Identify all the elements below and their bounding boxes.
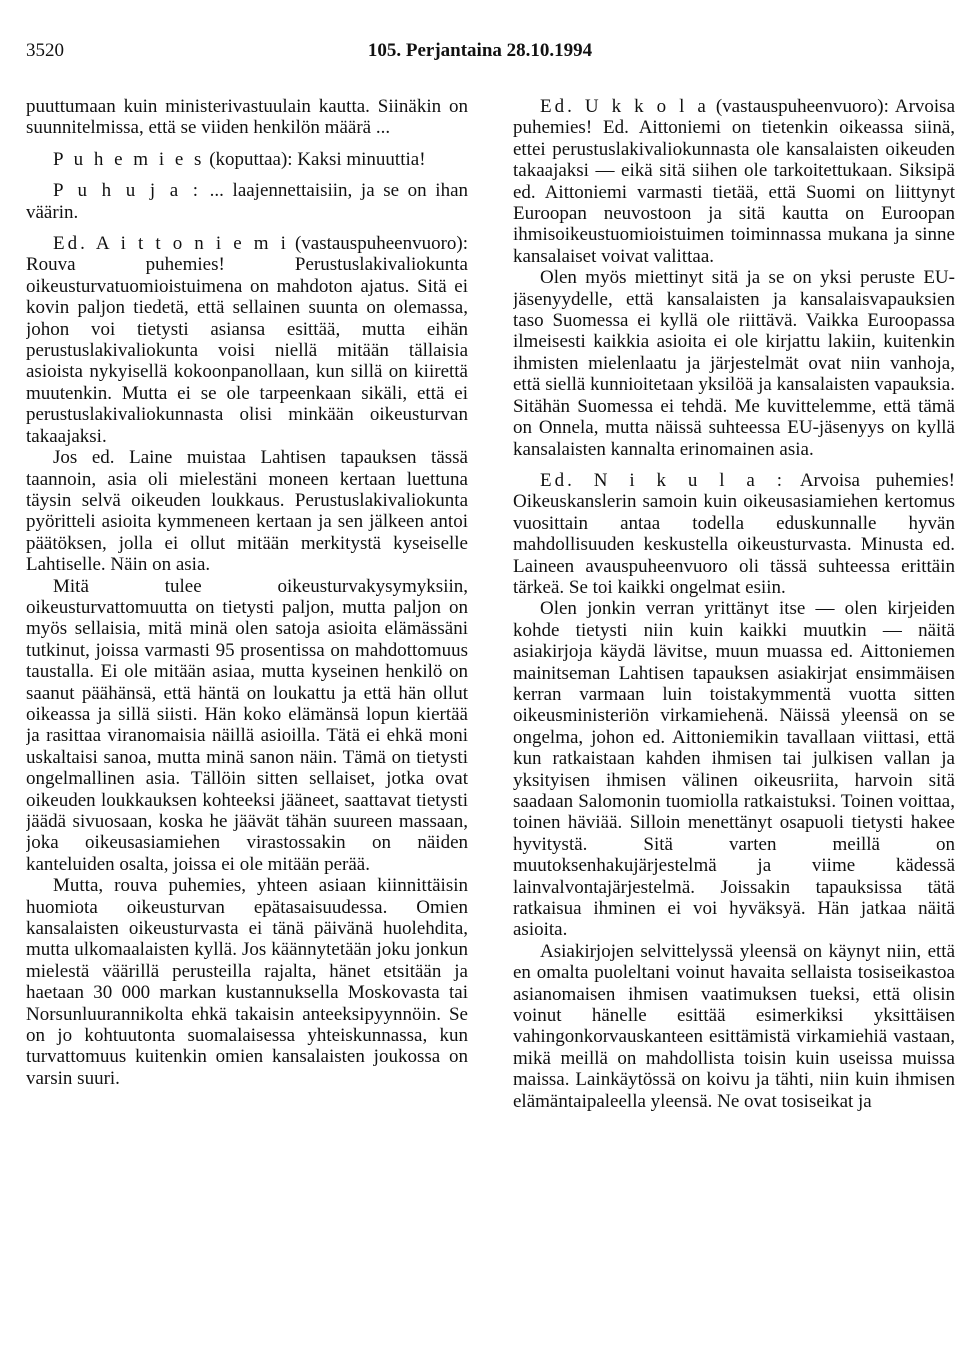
paragraph xyxy=(513,470,955,598)
paragraph-text: Asiakirjojen selvittelyssä yleensä on käynyt niin, että en omalta puoleltani voinut havaita sellaista tosiseikastoa asianomaisen ihmisen vaatimuksen tueksi, että olisin voinut hänelle esittää esimerkiksi yksittäisen vahingonkorvauskanteen esittämistä virkamiehiä vastaan, mikä meillä on mahdollista toisin kuin useissa muissa maissa. Lainkäytössä on koivu ja tähti, niin kuin ihmisen elämäntaipaleella yleensä. Ne ovat tosiseikat ja xyxy=(513,940,955,1112)
speaker-name: Ed. N i k u l a : xyxy=(540,469,785,491)
speaker-name: Ed. A i t t o n i e m i xyxy=(53,233,289,255)
speaker-name: P u h e m i e s xyxy=(53,148,205,170)
paragraph xyxy=(513,598,955,941)
paragraph-text: Mitä tulee oikeusturvakysymyksiin, oikeusturvattomuutta on tietysti paljon, mutta paljon on myös sellaisia, mitä minä olen satoja asioita elämässäni tutkinut, joissa varmasti 95 prosentissa on mahdottomuus taustalla. Ei ole mitään asiaa, mutta kyseinen henkilö on saanut päähänsä, että häntä on loukattu ja että hän ollut oikeassa ja sillä siisti. Hän koko elämänsä lopun kiertää ja rasittaa viranomaisia näillä asioilla. Tätä ei ehkä moni uskaltaisi sanoa, mutta minä sanon näin. Tämä on tietysti ongelmallinen asia. Tällöin sitten sellaiset, jotka ovat oikeuden loukkauksen kohteeksi jääneet, saattavat tietysti jäädä sivuosaan, koska he jäävät tähän suureen massaan, joka oikeusasiamiehen virastossakin on näiden kanteluiden osalta, joissa ei ole mitään perää. xyxy=(26,575,468,875)
paragraph-text: ... laajennettaisiin, ja se on ihan väärin. xyxy=(26,180,468,223)
paragraph-text: Mutta, rouva puhemies, yhteen asiaan kiinnittäisin huomiota oikeusturvan epätasaisuudessa. Omien kansalaisten oikeusturvasta ei tänä päivänä huolehdita, mutta ulkomaalaisten kyllä. Jos käännytetään joku jonkun mielestä väärillä perusteilla rajalta, hänet etsitään ja haetaan 30 000 markan kustannuksella Moskovasta tai Norsunluurannikolta ehkä takaisin anteeksipyynnöin. Se on jo kohtuutonta suomalaisessa yhteiskunnassa, kun turvattomuus kuitenkin omien kansalaisten joukossa on varsin suuri. xyxy=(26,875,468,1089)
paragraph-text: Jos ed. Laine muistaa Lahtisen tapauksen tässä taannoin, asia oli mielestäni moneen kertaan luettuna täysin selvä oikeuden loukkaus. Perustuslakivaliokunta pyöritteli asioita kymmeneen kertaan ja sen jälkeen antoi päätöksen, jolla ei ollut mitään merkitystä kyseiselle Lahtiselle. Näin on asia. xyxy=(26,447,468,576)
paragraph-text: (koputtaa): Kaksi minuuttia! xyxy=(209,148,426,170)
running-head: 105. Perjantaina 28.10.1994 xyxy=(367,40,593,61)
paragraph-text: Olen myös miettinyt sitä ja se on yksi peruste EU-jäsenyydelle, että kansalaisten ja kansalaisvapauksien taso Suomessa ei kyllä ole riittävä. Vaikka Euroopassa ilmeisesti kaikkia asioita ei ole kirjattu lakiin, kuitenkin ihmisten mielenlaatu ja järjestelmät ovat niin vanhoja, että siellä kunnioitetaan yksilöä ja kansalaisten vapauksia. Sitähän Suomessa ei tehdä. Me kuvittelemme, että tämä on Onnela, mutta näissä suhteessa EU-jäsenyys on kyllä kansalaisten kannalta erinomainen asia. xyxy=(513,267,955,460)
paragraph-text: puuttumaan kuin ministerivastuulain kautta. Siinäkin on suunnitelmissa, että se viiden henkilön määrä ... xyxy=(26,96,468,139)
page-number: 3520 xyxy=(26,40,64,61)
paragraph xyxy=(513,96,955,267)
paragraph xyxy=(26,180,468,223)
speaker-name: P u h u j a : xyxy=(53,180,202,202)
paragraph xyxy=(26,875,468,1089)
speaker-name: Ed. U k k o l a xyxy=(540,96,709,117)
paragraph-text: (vastauspuheenvuoro): Arvoisa puhemies! Ed. Aittoniemi on tietenkin oikeassa siinä, ettei perustuslakivaliokunnasta ole kansalaisten oikeuden takaajaksi — eikä sitä siihen ole tarkoitettukaan. Siksipä ed. Aittoniemi varmasti tietää, että Suomi on liittynyt Euroopan neuvostoon ja sitä kautta on Euroopan ihmisoikeustuomioistuimen toiminnassa mukana ja sinne kansalaiset voivat valittaa. xyxy=(513,96,955,267)
paragraph xyxy=(26,233,468,447)
left-column xyxy=(26,96,468,1346)
paragraph-text: Arvoisa puhemies! Oikeuskanslerin samoin kuin oikeusasiamiehen kertomus vuosittain antaa todella eduskunnalle hyvän mahdollisuuden keskustella oikeusturvasta. Minusta ed. Laineen avauspuheenvuoro oli tässä suhteessa erittäin tärkeä. Se toi kaikki ongelmat esiin. xyxy=(513,469,955,598)
paragraph xyxy=(26,149,468,170)
paragraph xyxy=(513,267,955,460)
paragraph-text: Olen jonkin verran yrittänyt itse — olen kirjeiden kohde tietysti niin kuin kaikki muutkin — näitä asiakirjoja käydä lävitse, muun muassa ed. Aittoniemen mainitseman Lahtisen tapauksen asiakirjat ensimmäisen kerran varmaan luin toistakymmentä vuotta sitten oikeusministeriön virkamiehenä. Näissä yleensä on se ongelma, johon ed. Aittoniemikin tavallaan viittasi, että kun ratkaistaan kahden ihmisen tai julkisen vallan ja yksityisen ihmisen välinen oikeusriita, harvoin sitä saadaan Salomonin tuomiolla ratkaistuksi. Toinen voittaa, toinen häviää. Silloin menettänyt osapuoli tietysti hakee hyvitystä. Sitä varten meillä on muutoksenhakujärjestelmä ja viime kädessä lainvalvontajärjestelmä. Joissakin tapauksissa tätä ratkaisua ihminen ei voi hyväksyä. Hän jatkaa näitä asioita. xyxy=(513,598,955,941)
paragraph xyxy=(26,576,468,876)
paragraph xyxy=(26,447,468,575)
right-column xyxy=(513,96,955,1346)
paragraph xyxy=(513,941,955,1112)
paragraph xyxy=(26,96,468,139)
paragraph-text: (vastauspuheenvuoro): Rouva puhemies! Perustuslakivaliokunta oikeusturvatuomioistuimena on mahdoton ajatus. Sitä ei kovin paljon tiedetä, että sellainen suunta on olemassa, johon voi tietysti asiansa esittää, mutta eihän perustuslakivaliokunta voisi niellä mitään tällaisia asioista nykyisellä kokoonpanollaan, kun sillä on kiirettä muutenkin. Mutta ei se ole tarpeenkaan sikäli, että ei perustuslakivaliokunnasta olisi minkään oikeusturvan takaajaksi. xyxy=(26,233,468,447)
page-header xyxy=(0,36,960,66)
